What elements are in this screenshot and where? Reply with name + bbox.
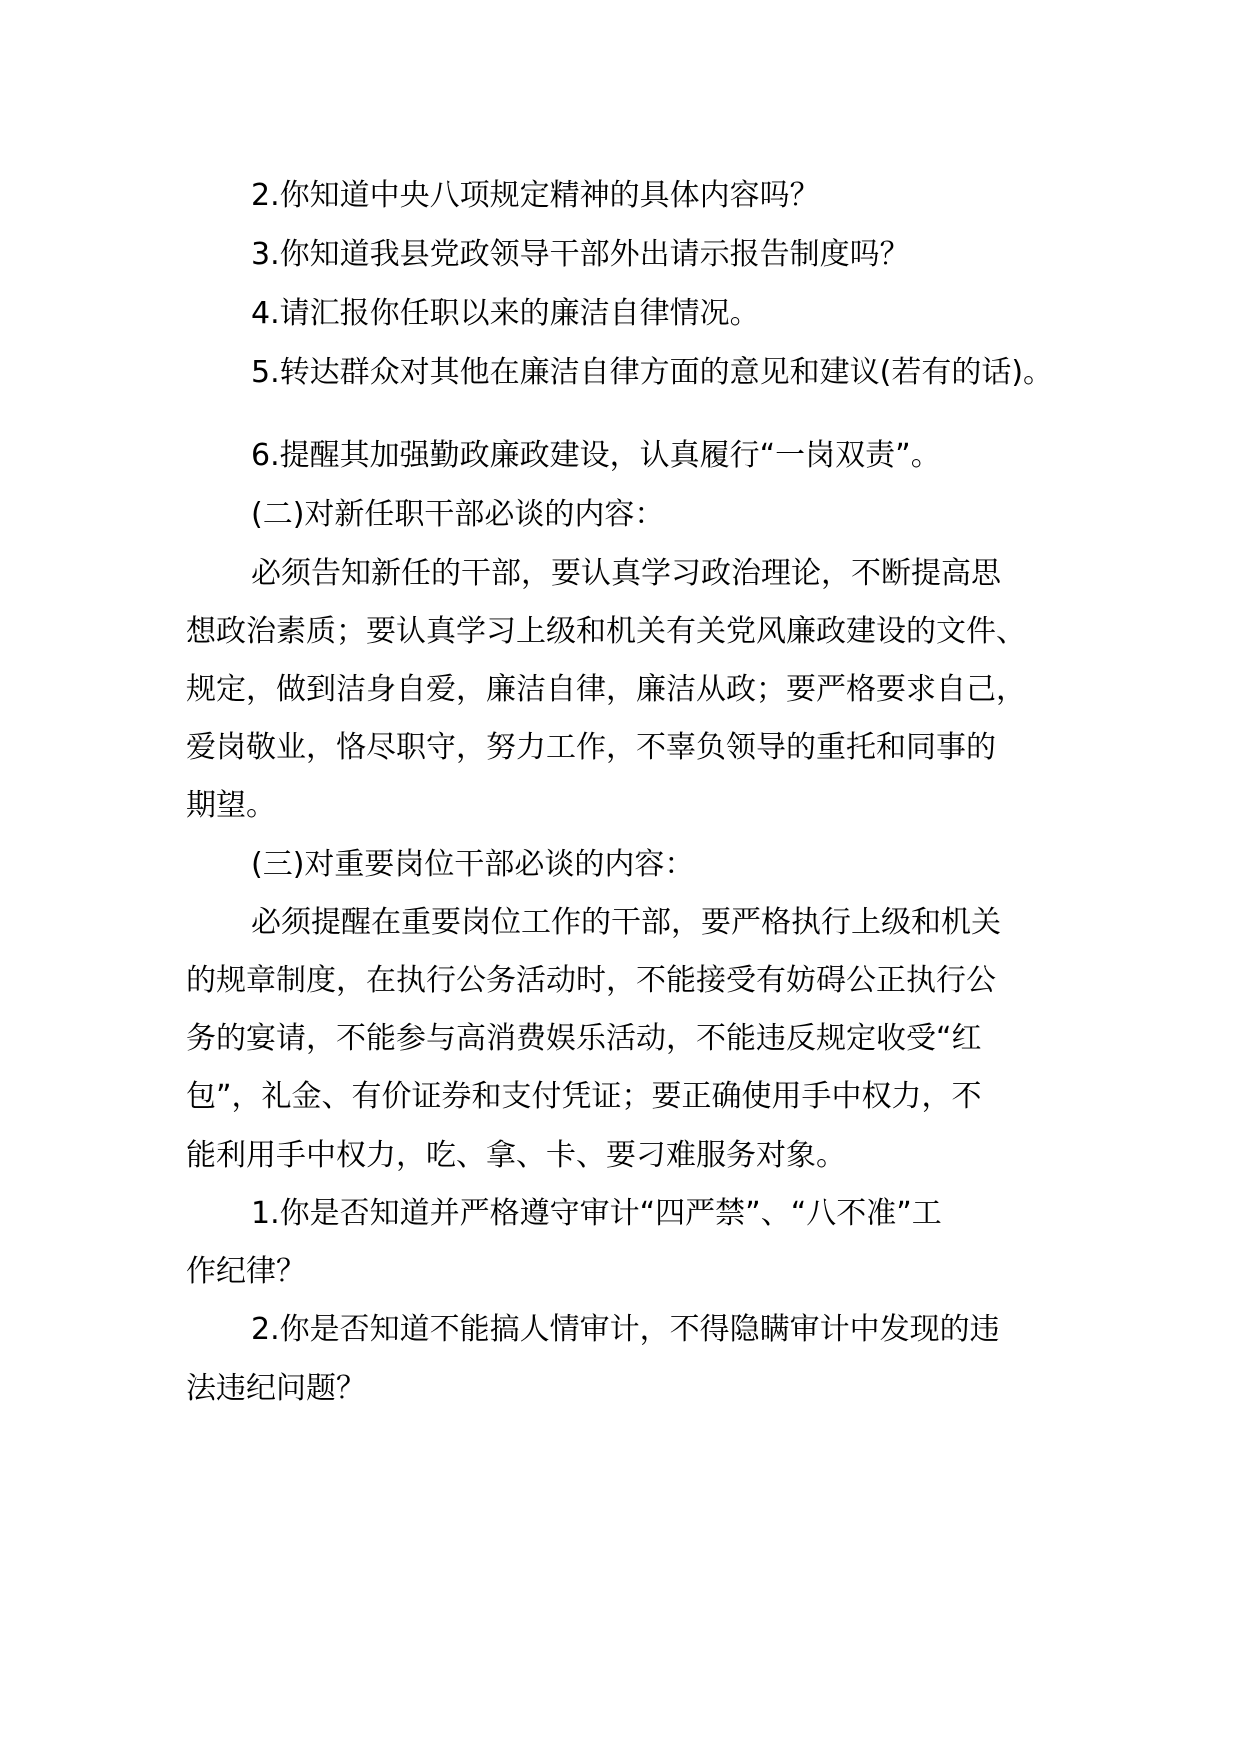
question-1-audit-discipline-line-2: 作纪律？	[186, 1254, 306, 1289]
paragraph-key-positions-line-4: 包”，礼金、有价证券和支付凭证；要正确使用手中权力，不	[186, 1079, 982, 1114]
question-4-self-discipline-report: 4.请汇报你任职以来的廉洁自律情况。	[251, 296, 760, 331]
question-3-travel-report: 3.你知道我县党政领导干部外出请示报告制度吗？	[251, 237, 910, 272]
paragraph-key-positions-line-5: 能利用手中权力，吃、拿、卡、要刁难服务对象。	[186, 1138, 846, 1173]
paragraph-new-cadres-line-1: 必须告知新任的干部，要认真学习政治理论，不断提高思	[251, 556, 1001, 591]
question-2-favoritism-audit-line-1: 2.你是否知道不能搞人情审计，不得隐瞒审计中发现的违	[251, 1312, 1000, 1347]
question-1-audit-discipline-line-1: 1.你是否知道并严格遵守审计“四严禁”、“八不准”工	[251, 1196, 942, 1231]
paragraph-new-cadres-line-2: 想政治素质；要认真学习上级和机关有关党风廉政建设的文件、	[186, 614, 1026, 649]
question-2-central-regulations: 2.你知道中央八项规定精神的具体内容吗？	[251, 178, 820, 213]
paragraph-new-cadres-line-5: 期望。	[186, 788, 276, 823]
question-5-public-opinion: 5.转达群众对其他在廉洁自律方面的意见和建议(若有的话)。	[251, 355, 1054, 390]
paragraph-new-cadres-line-3: 规定，做到洁身自爱，廉洁自律，廉洁从政；要严格要求自己，	[186, 672, 1026, 707]
paragraph-new-cadres-line-4: 爱岗敬业，恪尽职守，努力工作，不辜负领导的重托和同事的	[186, 730, 996, 765]
item-6-reminder: 6.提醒其加强勤政廉政建设，认真履行“一岗双责”。	[251, 438, 941, 473]
section-heading-new-cadres: (二)对新任职干部必谈的内容：	[251, 497, 665, 532]
paragraph-key-positions-line-2: 的规章制度，在执行公务活动时，不能接受有妨碍公正执行公	[186, 963, 996, 998]
paragraph-key-positions-line-1: 必须提醒在重要岗位工作的干部，要严格执行上级和机关	[251, 905, 1001, 940]
question-2-favoritism-audit-line-2: 法违纪问题？	[186, 1371, 366, 1406]
paragraph-key-positions-line-3: 务的宴请，不能参与高消费娱乐活动，不能违反规定收受“红	[186, 1021, 982, 1056]
section-heading-key-positions: (三)对重要岗位干部必谈的内容：	[251, 847, 695, 882]
